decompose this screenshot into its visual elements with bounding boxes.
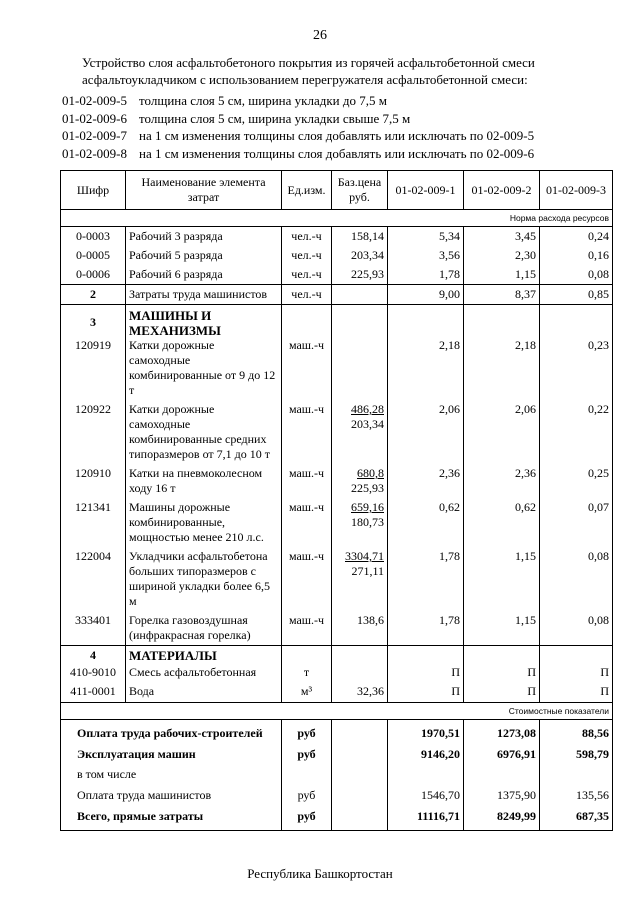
cost-value: 687,35 bbox=[540, 805, 613, 831]
code-text: толщина слоя 5 см, ширина укладки до 7,5 м bbox=[139, 93, 387, 108]
section-code: 2 bbox=[61, 285, 126, 305]
section-name: МАШИНЫ И МЕХАНИЗМЫ bbox=[126, 305, 282, 339]
section-code: 3 bbox=[61, 305, 126, 339]
cost-name: Оплата труда рабочих-строителей bbox=[61, 720, 282, 744]
section-price bbox=[332, 285, 388, 305]
code: 01-02-009-5 bbox=[62, 93, 127, 108]
row-value: 1,15 bbox=[464, 609, 540, 646]
row-value: 1,15 bbox=[464, 545, 540, 609]
row-value: 0,08 bbox=[540, 545, 613, 609]
price-base: 180,73 bbox=[351, 515, 384, 529]
row-name: Катки дорожные самоходные комбинированные от 9 до 12 т bbox=[126, 338, 282, 398]
row-price: 158,14 bbox=[332, 227, 388, 245]
price-current: 659,16 bbox=[351, 500, 384, 514]
table-row bbox=[61, 680, 613, 703]
cost-row bbox=[61, 805, 613, 831]
row-code: 120919 bbox=[61, 338, 126, 398]
cost-value: 6976,91 bbox=[464, 743, 540, 764]
row-value: 2,30 bbox=[464, 244, 540, 263]
col-header: 01-02-009-1 bbox=[388, 171, 464, 210]
cost-unit: руб bbox=[282, 784, 332, 805]
row-value: 3,56 bbox=[388, 244, 464, 263]
table-row bbox=[61, 462, 613, 496]
row-value: 1,15 bbox=[464, 263, 540, 285]
table-row bbox=[61, 545, 613, 609]
row-value: 0,08 bbox=[540, 609, 613, 646]
row-name: Катки дорожные самоходные комбинированные средних типоразмеров от 7,1 до 10 т bbox=[126, 398, 282, 462]
price-base: 271,11 bbox=[351, 564, 384, 578]
cost-value bbox=[388, 764, 464, 784]
row-value: 5,34 bbox=[388, 227, 464, 245]
cost-unit: руб bbox=[282, 743, 332, 764]
table-row bbox=[61, 338, 613, 398]
row-value: П bbox=[464, 680, 540, 703]
section-value: 8,37 bbox=[464, 285, 540, 305]
row-value: 0,16 bbox=[540, 244, 613, 263]
row-name: Рабочий 3 разряда bbox=[126, 227, 282, 245]
row-unit: чел.-ч bbox=[282, 244, 332, 263]
row-name: Катки на пневмоколесном ходу 16 т bbox=[126, 462, 282, 496]
row-unit: маш.-ч bbox=[282, 462, 332, 496]
cost-value: 8249,99 bbox=[464, 805, 540, 831]
cost-name: Эксплуатация машин bbox=[61, 743, 282, 764]
row-unit: м³ bbox=[282, 680, 332, 703]
col-header: Баз.цена руб. bbox=[332, 171, 388, 210]
section-row bbox=[61, 305, 613, 339]
price-current: 138,6 bbox=[357, 613, 384, 627]
cost-value: 1375,90 bbox=[464, 784, 540, 805]
cost-value: 1970,51 bbox=[388, 720, 464, 744]
heading-line-2: асфальтоукладчиком с использованием перегружателя асфальтобетонной смеси: bbox=[82, 72, 528, 87]
cost-caption-row bbox=[61, 703, 613, 720]
col-header: 01-02-009-3 bbox=[540, 171, 613, 210]
col-header: 01-02-009-2 bbox=[464, 171, 540, 210]
cost-row bbox=[61, 743, 613, 764]
table-row bbox=[61, 663, 613, 680]
row-code: 411-0001 bbox=[61, 680, 126, 703]
section-code: 4 bbox=[61, 646, 126, 664]
code-line bbox=[62, 92, 387, 109]
table-row bbox=[61, 263, 613, 285]
cost-value: 135,56 bbox=[540, 784, 613, 805]
code-line bbox=[62, 110, 410, 127]
row-code: 333401 bbox=[61, 609, 126, 646]
row-code: 410-9010 bbox=[61, 663, 126, 680]
price-base: 225,93 bbox=[351, 481, 384, 495]
row-value: 2,18 bbox=[388, 338, 464, 398]
row-code: 122004 bbox=[61, 545, 126, 609]
row-value: 0,24 bbox=[540, 227, 613, 245]
row-price: 225,93 bbox=[332, 263, 388, 285]
code-text: на 1 см изменения толщины слоя добавлять или исключать по 02-009-5 bbox=[139, 128, 535, 143]
row-value: П bbox=[540, 663, 613, 680]
row-code: 120910 bbox=[61, 462, 126, 496]
section-name: Затраты труда машинистов bbox=[126, 285, 282, 305]
footer-region: Республика Башкортостан bbox=[247, 866, 393, 881]
cost-unit: руб bbox=[282, 720, 332, 744]
row-unit: маш.-ч bbox=[282, 338, 332, 398]
row-price: 203,34 bbox=[332, 244, 388, 263]
page-number: 26 bbox=[313, 28, 327, 43]
cost-value: 11116,71 bbox=[388, 805, 464, 831]
row-name: Горелка газовоздушная (инфракрасная горелка) bbox=[126, 609, 282, 646]
row-value: 0,62 bbox=[464, 496, 540, 545]
row-unit: маш.-ч bbox=[282, 609, 332, 646]
row-value: 3,45 bbox=[464, 227, 540, 245]
row-unit: чел.-ч bbox=[282, 227, 332, 245]
cost-row bbox=[61, 764, 613, 784]
row-value: 0,22 bbox=[540, 398, 613, 462]
cost-value: 598,79 bbox=[540, 743, 613, 764]
row-value: 2,36 bbox=[388, 462, 464, 496]
code-line bbox=[62, 127, 534, 144]
section-value: 0,85 bbox=[540, 285, 613, 305]
cost-caption: Стоимостные показатели bbox=[61, 703, 613, 720]
price-base: 203,34 bbox=[351, 417, 384, 431]
section-name: МАТЕРИАЛЫ bbox=[126, 646, 282, 664]
cost-value: 9146,20 bbox=[388, 743, 464, 764]
resource-table bbox=[60, 170, 613, 831]
row-name: Рабочий 5 разряда bbox=[126, 244, 282, 263]
cost-value: 1546,70 bbox=[388, 784, 464, 805]
row-code: 0-0006 bbox=[61, 263, 126, 285]
row-price bbox=[332, 663, 388, 680]
cost-value bbox=[464, 764, 540, 784]
code: 01-02-009-7 bbox=[62, 128, 127, 143]
table-row bbox=[61, 398, 613, 462]
col-header: Шифр bbox=[61, 171, 126, 210]
row-code: 120922 bbox=[61, 398, 126, 462]
row-value: 1,78 bbox=[388, 609, 464, 646]
code: 01-02-009-6 bbox=[62, 111, 127, 126]
row-value: П bbox=[464, 663, 540, 680]
cost-unit bbox=[282, 764, 332, 784]
row-code: 0-0005 bbox=[61, 244, 126, 263]
price-current: 486,28 bbox=[351, 402, 384, 416]
table-row bbox=[61, 244, 613, 263]
code: 01-02-009-8 bbox=[62, 146, 127, 161]
heading-line-1: Устройство слоя асфальтобетоного покрытия из горячей асфальтобетонной смеси bbox=[82, 55, 535, 70]
cost-row bbox=[61, 784, 613, 805]
cost-value: 88,56 bbox=[540, 720, 613, 744]
cost-value bbox=[540, 764, 613, 784]
row-value: 0,08 bbox=[540, 263, 613, 285]
code-text: на 1 см изменения толщины слоя добавлять или исключать по 02-009-6 bbox=[139, 146, 535, 161]
norm-caption: Норма расхода ресурсов bbox=[61, 210, 613, 227]
cost-unit: руб bbox=[282, 805, 332, 831]
code-text: толщина слоя 5 см, ширина укладки свыше 7,5 м bbox=[139, 111, 411, 126]
table-header bbox=[61, 171, 613, 210]
col-header: Ед.изм. bbox=[282, 171, 332, 210]
row-value: П bbox=[388, 663, 464, 680]
norm-caption-row bbox=[61, 210, 613, 227]
row-code: 0-0003 bbox=[61, 227, 126, 245]
cost-value: 1273,08 bbox=[464, 720, 540, 744]
row-value: 1,78 bbox=[388, 263, 464, 285]
row-unit: чел.-ч bbox=[282, 263, 332, 285]
row-unit: т bbox=[282, 663, 332, 680]
section-unit: чел.-ч bbox=[282, 285, 332, 305]
price-current: 3304,71 bbox=[345, 549, 384, 563]
table-row bbox=[61, 609, 613, 646]
row-name: Укладчики асфальтобетона больших типоразмеров с шириной укладки более 6,5 м bbox=[126, 545, 282, 609]
row-value: 0,25 bbox=[540, 462, 613, 496]
col-header: Наименование элемента затрат bbox=[126, 171, 282, 210]
table-row bbox=[61, 496, 613, 545]
row-value: П bbox=[540, 680, 613, 703]
section-value: 9,00 bbox=[388, 285, 464, 305]
row-value: 2,06 bbox=[388, 398, 464, 462]
row-name: Смесь асфальтобетонная bbox=[126, 663, 282, 680]
cost-name: Всего, прямые затраты bbox=[61, 805, 282, 831]
row-value: 2,36 bbox=[464, 462, 540, 496]
row-name: Вода bbox=[126, 680, 282, 703]
table-row bbox=[61, 227, 613, 245]
cost-row bbox=[61, 720, 613, 744]
row-unit: маш.-ч bbox=[282, 545, 332, 609]
row-value: 0,62 bbox=[388, 496, 464, 545]
row-price: 32,36 bbox=[332, 680, 388, 703]
row-unit: маш.-ч bbox=[282, 496, 332, 545]
row-value: 2,18 bbox=[464, 338, 540, 398]
row-name: Машины дорожные комбинированные, мощностью менее 210 л.с. bbox=[126, 496, 282, 545]
section-row bbox=[61, 285, 613, 305]
row-value: П bbox=[388, 680, 464, 703]
row-code: 121341 bbox=[61, 496, 126, 545]
row-value: 0,23 bbox=[540, 338, 613, 398]
section-row bbox=[61, 646, 613, 664]
row-name: Рабочий 6 разряда bbox=[126, 263, 282, 285]
cost-name: Оплата труда машинистов bbox=[61, 784, 282, 805]
cost-name: в том числе bbox=[61, 764, 282, 784]
price-current: 680,8 bbox=[357, 466, 384, 480]
code-line bbox=[62, 145, 534, 162]
row-value: 2,06 bbox=[464, 398, 540, 462]
row-value: 1,78 bbox=[388, 545, 464, 609]
row-value: 0,07 bbox=[540, 496, 613, 545]
row-unit: маш.-ч bbox=[282, 398, 332, 462]
